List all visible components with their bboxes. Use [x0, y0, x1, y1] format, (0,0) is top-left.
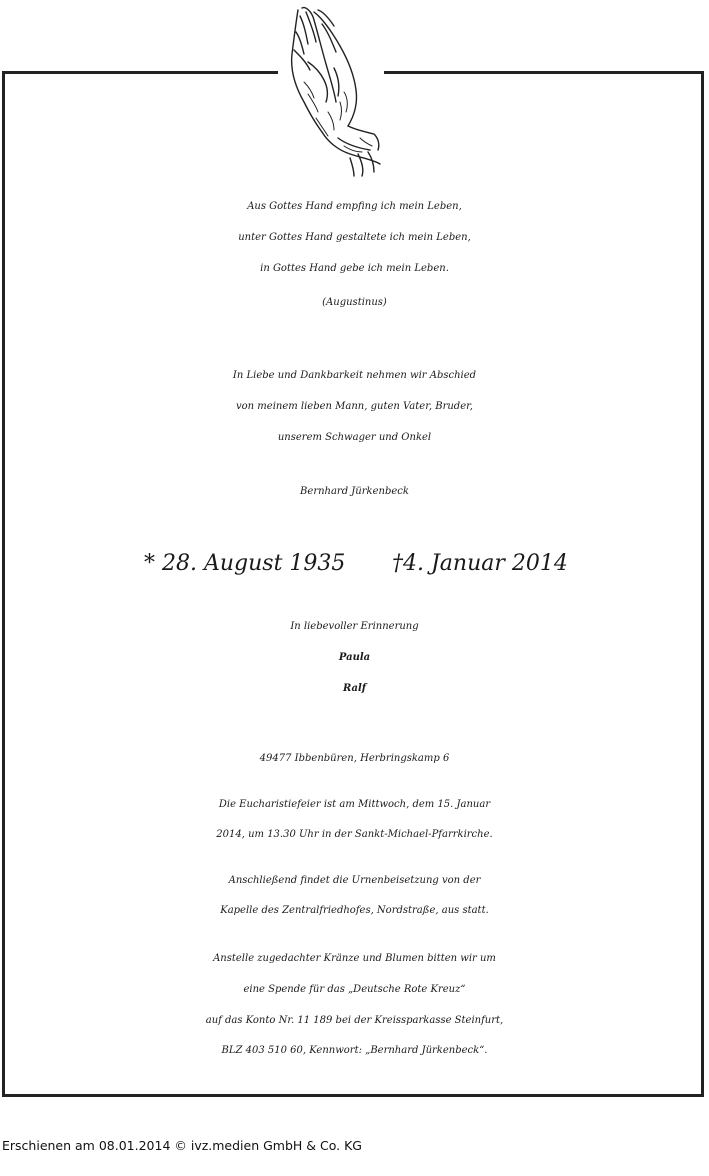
mourner-name: Paula: [338, 652, 371, 663]
donation-line: eine Spende für das „Deutsche Rote Kreuz“: [243, 984, 466, 995]
farewell-line: von meinem lieben Mann, guten Vater, Bruder,: [236, 401, 473, 412]
quote-line: Aus Gottes Hand empfing ich mein Leben,: [247, 201, 462, 212]
mourner-name: Ralf: [342, 683, 367, 694]
service-line: Die Eucharistiefeier ist am Mittwoch, dem 15. Januar: [218, 799, 491, 810]
praying-hands-icon: [278, 2, 384, 180]
quote-source: (Augustinus): [322, 297, 387, 308]
service-line: 2014, um 13.30 Uhr in der Sankt-Michael-Pfarrkirche.: [216, 829, 493, 840]
death-date: †4. Januar 2014: [392, 551, 568, 576]
burial-line: Anschließend findet die Urnenbeisetzung von der: [228, 875, 481, 886]
address: 49477 Ibbenbüren, Herbringskamp 6: [259, 753, 450, 764]
publication-footer: Erschienen am 08.01.2014 © ivz.medien GmbH & Co. KG: [2, 1138, 362, 1153]
donation-line: BLZ 403 510 60, Kennwort: „Bernhard Jürkenbeck“.: [221, 1045, 488, 1056]
farewell-line: In Liebe und Dankbarkeit nehmen wir Abschied: [232, 370, 477, 381]
mourners-intro: In liebevoller Erinnerung: [290, 621, 419, 632]
burial-line: Kapelle des Zentralfriedhofes, Nordstraße, aus statt.: [220, 905, 489, 916]
quote-line: in Gottes Hand gebe ich mein Leben.: [260, 263, 449, 274]
birth-date: * 28. August 1935: [144, 551, 346, 576]
donation-line: Anstelle zugedachter Kränze und Blumen bitten wir um: [213, 953, 496, 964]
deceased-name: Bernhard Jürkenbeck: [300, 486, 409, 497]
quote-line: unter Gottes Hand gestaltete ich mein Leben,: [238, 232, 471, 243]
donation-line: auf das Konto Nr. 11 189 bei der Kreissparkasse Steinfurt,: [205, 1015, 504, 1026]
obituary-frame: [2, 71, 704, 1097]
farewell-line: unserem Schwager und Onkel: [277, 432, 432, 443]
